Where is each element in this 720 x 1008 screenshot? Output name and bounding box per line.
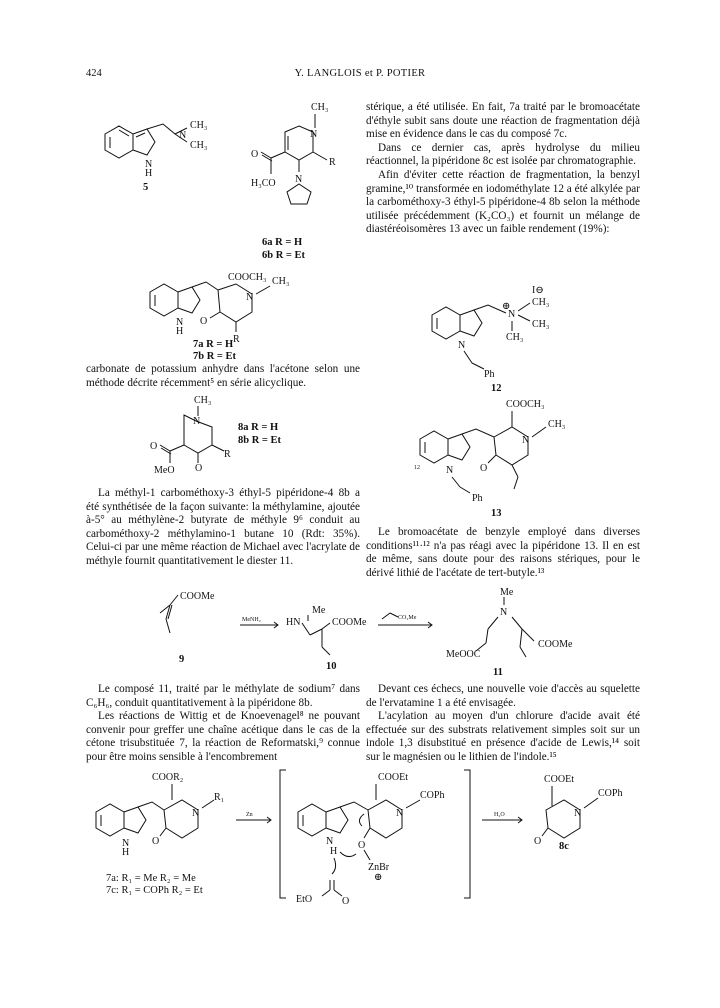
compound-label-5: 5 [143, 182, 149, 193]
svg-text:COOEt: COOEt [378, 772, 408, 783]
page-number: 424 [86, 68, 102, 79]
right-column-top [366, 101, 640, 237]
svg-text:COOMe: COOMe [538, 639, 573, 650]
svg-text:CH₃: CH₃ [532, 319, 550, 330]
svg-text:N: N [179, 130, 187, 141]
svg-text:I⊖: I⊖ [532, 285, 544, 296]
compound-label-6b: 6b R = Et [262, 250, 306, 261]
svg-text:N: N [522, 435, 530, 446]
svg-text:MeOOC: MeOOC [446, 649, 481, 660]
svg-text:N: N [193, 416, 201, 427]
svg-text:COOEt: COOEt [544, 774, 574, 785]
compound-label-7a-scheme: 7a: R₁ = Me R₂ = Me [106, 873, 196, 884]
svg-text:O: O [480, 463, 488, 474]
svg-text:R: R [329, 157, 336, 168]
right-paragraph-1: stérique, a été utilisée. En fait, 7a traité par le bromoacétate d'éthyle subit sans doute une réaction de fragmentation déjà mise en évidence dans le cas du composé 7c. [366, 101, 640, 141]
svg-text:⊕: ⊕ [502, 301, 511, 312]
svg-text:⊕: ⊕ [374, 872, 383, 883]
svg-text:O: O [342, 896, 350, 907]
bottom-right-column [366, 683, 640, 765]
structure-5 [95, 112, 235, 192]
svg-text:N: N [192, 808, 200, 819]
svg-text:H₃CO: H₃CO [251, 178, 276, 189]
svg-text:R: R [224, 449, 231, 460]
svg-text:R: R [233, 334, 240, 345]
svg-text:CH₃: CH₃ [190, 120, 208, 131]
bottom-right-paragraph-1: Devant ces échecs, une nouvelle voie d'accès au squelette de l'ervatamine 1 a été envisagée. [366, 683, 640, 709]
right-paragraph-4: Le bromoacétate de benzyle employé dans diverses conditions¹¹·¹² n'a pas réagi avec la pipéridone 13. Il en est de même, sans doute pour des raisons stériques, pour le dérivé lithié de l'acétate de tert-butyle.¹³ [366, 526, 640, 579]
svg-text:MeO: MeO [154, 465, 175, 476]
svg-text:N: N [122, 838, 130, 849]
compound-label-12: 12 [491, 383, 502, 394]
svg-text:N: N [446, 465, 454, 476]
compound-label-8a: 8a R = H [238, 422, 279, 433]
compound-label-8c: 8c [559, 841, 569, 852]
svg-text:O: O [534, 836, 542, 847]
svg-text:COOR₂: COOR₂ [152, 772, 184, 783]
svg-text:N: N [310, 129, 318, 140]
svg-text:O: O [251, 149, 259, 160]
svg-text:N: N [574, 808, 582, 819]
svg-text:Ph: Ph [484, 369, 495, 380]
svg-text:N: N [326, 836, 334, 847]
svg-text:COOMe: COOMe [180, 591, 215, 602]
bottom-left-paragraph-2: Les réactions de Wittig et de Knoevenagel⁸ ne pouvant convenir pour greffer une chaîne acétique dans le cas de la cétone trisubstituée 7, la réaction de Reformatski,⁹ connue pour être moins sensible à l'encombrement [86, 710, 360, 763]
svg-text:H: H [176, 326, 184, 337]
svg-text:CH₃: CH₃ [532, 297, 550, 308]
svg-text:N: N [246, 292, 254, 303]
svg-text:O: O [200, 316, 208, 327]
svg-text:CH₃: CH₃ [311, 102, 329, 113]
compound-label-13: 13 [491, 508, 502, 519]
right-paragraph-3: Afin d'éviter cette réaction de fragmentation, la benzyl gramine,¹⁰ transformée en iodométhylate 12 a été alkylée par la carbométhoxy-3 éthyl-5 pipéridone-4 8b selon la méthode utilisée précédemment (K₂CO₃) et fournit un mélange de diastéréoisomères 13 avec un faible rendement (19%): [366, 168, 640, 236]
compound-label-10: 10 [326, 661, 337, 672]
bottom-right-paragraph-2: L'acylation au moyen d'un chlorure d'acide avait été effectuée sur des substrats relativement simples soit sur un indole 1,3 disubstitué en présence d'acide de Lewis,¹⁴ soit sur le magnésien ou le lithien de l'indole.¹⁵ [366, 710, 640, 763]
compound-label-7a: 7a R = H [193, 339, 234, 350]
svg-text:H: H [122, 847, 130, 858]
svg-text:EtO: EtO [296, 894, 313, 905]
compound-label-9: 9 [179, 654, 185, 665]
compound-label-7c-scheme: 7c: R₁ = COPh R₂ = Et [106, 885, 203, 896]
svg-text:N: N [508, 309, 516, 320]
svg-text:N: N [295, 174, 303, 185]
svg-text:N: N [500, 607, 508, 618]
reagent-h2o: H₂O [494, 812, 505, 818]
svg-text:Me: Me [500, 587, 514, 598]
scheme-9-10-11 [150, 585, 650, 675]
svg-text:O: O [150, 441, 158, 452]
svg-text:ZnBr: ZnBr [368, 862, 390, 873]
svg-text:R₁: R₁ [214, 792, 225, 803]
svg-text:COOMe: COOMe [332, 617, 367, 628]
svg-text:CH₃: CH₃ [272, 276, 290, 287]
svg-text:COPh: COPh [598, 788, 623, 799]
compound-label-7b: 7b R = Et [193, 351, 237, 362]
svg-text:O: O [152, 836, 160, 847]
bottom-left-column [86, 683, 360, 765]
svg-text:N: N [176, 317, 184, 328]
structure-6 [251, 100, 355, 230]
svg-text:CH₃: CH₃ [506, 332, 524, 343]
svg-text:CH₃: CH₃ [190, 140, 208, 151]
structure-12 [422, 283, 582, 383]
bottom-left-paragraph-1: Le composé 11, traité par le méthylate de sodium⁷ dans C₆H₆, conduit quantitativement à la pipéridone 8b. [86, 683, 360, 709]
svg-text:N: N [145, 159, 153, 170]
left-paragraph-2: La méthyl-1 carbométhoxy-3 éthyl-5 pipéridone-4 8b a été synthétisée de la façon suivante: la méthylamine, ajoutée à-5° au méthylène-2 butyrate de méthyle 9⁶ conduit au carbométhoxy-2 méthylamino-1 butane 10 (Rdt: 35%). Celui-ci par une même réaction de Michael avec l'acrylate de méthyle fournit quantitativement le diester 11. [86, 487, 360, 567]
left-paragraph-1: carbonate de potassium anhydre dans l'acétone selon une méthode décrite récemment⁵ en série alicyclique. [86, 363, 360, 389]
svg-text:O: O [358, 840, 366, 851]
svg-text:COOCH₃: COOCH₃ [506, 399, 545, 410]
compound-label-11: 11 [493, 667, 503, 678]
compound-label-8b: 8b R = Et [238, 435, 282, 446]
compound-label-6a: 6a R = H [262, 237, 303, 248]
svg-text:H: H [145, 168, 153, 179]
svg-text:HN: HN [286, 617, 301, 628]
reagent-mecnh2: MeNH₂ [242, 617, 261, 623]
reagent-zn: Zn [246, 812, 253, 818]
svg-text:CH₃: CH₃ [194, 395, 212, 406]
svg-text:12: 12 [414, 465, 420, 471]
svg-text:COPh: COPh [420, 790, 445, 801]
svg-text:O: O [195, 463, 203, 474]
reagent-acrylate: CO₂Me [398, 615, 417, 621]
right-paragraph-2: Dans ce dernier cas, après hydrolyse du milieu réactionnel, la pipéridone 8c est isolée par chromatographie. [366, 141, 640, 168]
svg-text:CH₃: CH₃ [548, 419, 566, 430]
svg-text:N: N [458, 340, 466, 351]
svg-text:N: N [396, 808, 404, 819]
svg-text:Me: Me [312, 605, 326, 616]
svg-text:COOCH₃: COOCH₃ [228, 272, 267, 283]
svg-text:Ph: Ph [472, 493, 483, 504]
svg-text:H: H [330, 846, 338, 857]
structure-13 [410, 397, 610, 507]
running-head: Y. LANGLOIS et P. POTIER [294, 68, 426, 79]
